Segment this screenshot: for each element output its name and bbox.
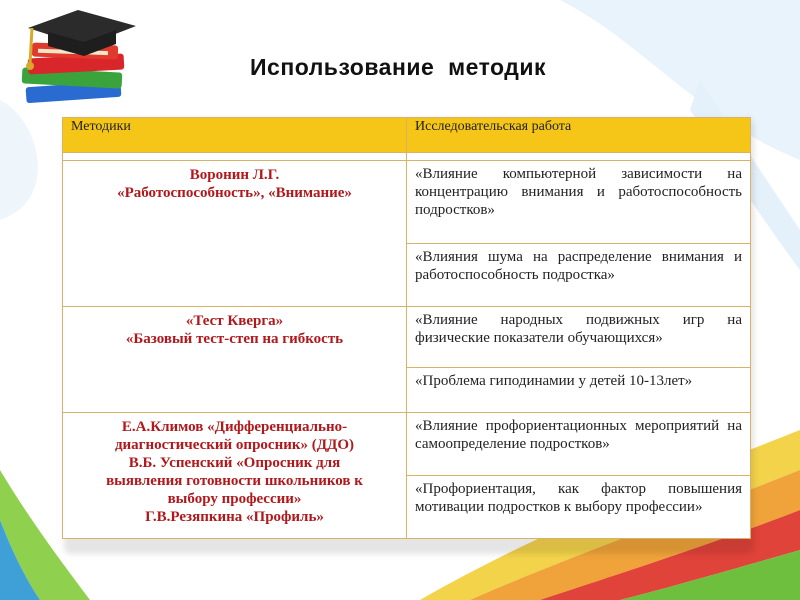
method-line: выбору профессии» [167, 491, 302, 507]
study-cell: «Влияние компьютерной зависимости на концентрацию внимания и работоспособность подростков» [407, 161, 751, 244]
table-row [63, 413, 751, 476]
study-cell: «Профориентация, как фактор повышения мотивации подростков к выбору профессии» [407, 476, 751, 539]
slide-title: Использование методик [250, 54, 547, 80]
study-cell: «Проблема гиподинамии у детей 10-13лет» [407, 368, 751, 413]
method-cell [63, 161, 407, 307]
graduation-cap-books-icon [8, 6, 143, 116]
header-research: Исследовательская работа [407, 118, 751, 153]
table-header-row [63, 118, 751, 153]
header-methods: Методики [63, 118, 407, 153]
method-line: «Базовый тест-степ на гибкость [125, 331, 344, 347]
method-cell [63, 307, 407, 413]
method-line: Е.А.Климов «Дифференциально- [121, 419, 348, 435]
method-line: выявления готовности школьников к [106, 473, 363, 489]
method-line: Воронин Л.Г. [189, 167, 280, 183]
header-spacer [63, 153, 751, 161]
method-line: «Тест Кверга» [185, 313, 284, 329]
method-cell [63, 413, 407, 539]
method-line: диагностический опросник» (ДДО) [114, 437, 355, 453]
study-cell: «Влияние профориентационных мероприятий на самоопределение подростков» [407, 413, 751, 476]
study-cell: «Влияния шума на распределение внимания и работоспособность подростка» [407, 244, 751, 307]
method-line: Г.В.Резяпкина «Профиль» [145, 509, 324, 525]
table-row [63, 161, 751, 244]
method-line: В.Б. Успенский «Опросник для [128, 455, 341, 471]
table-row [63, 307, 751, 368]
methods-table [62, 117, 751, 539]
method-line: «Работоспособность», «Внимание» [117, 185, 352, 201]
study-cell: «Влияние народных подвижных игр на физические показатели обучающихся» [407, 307, 751, 368]
